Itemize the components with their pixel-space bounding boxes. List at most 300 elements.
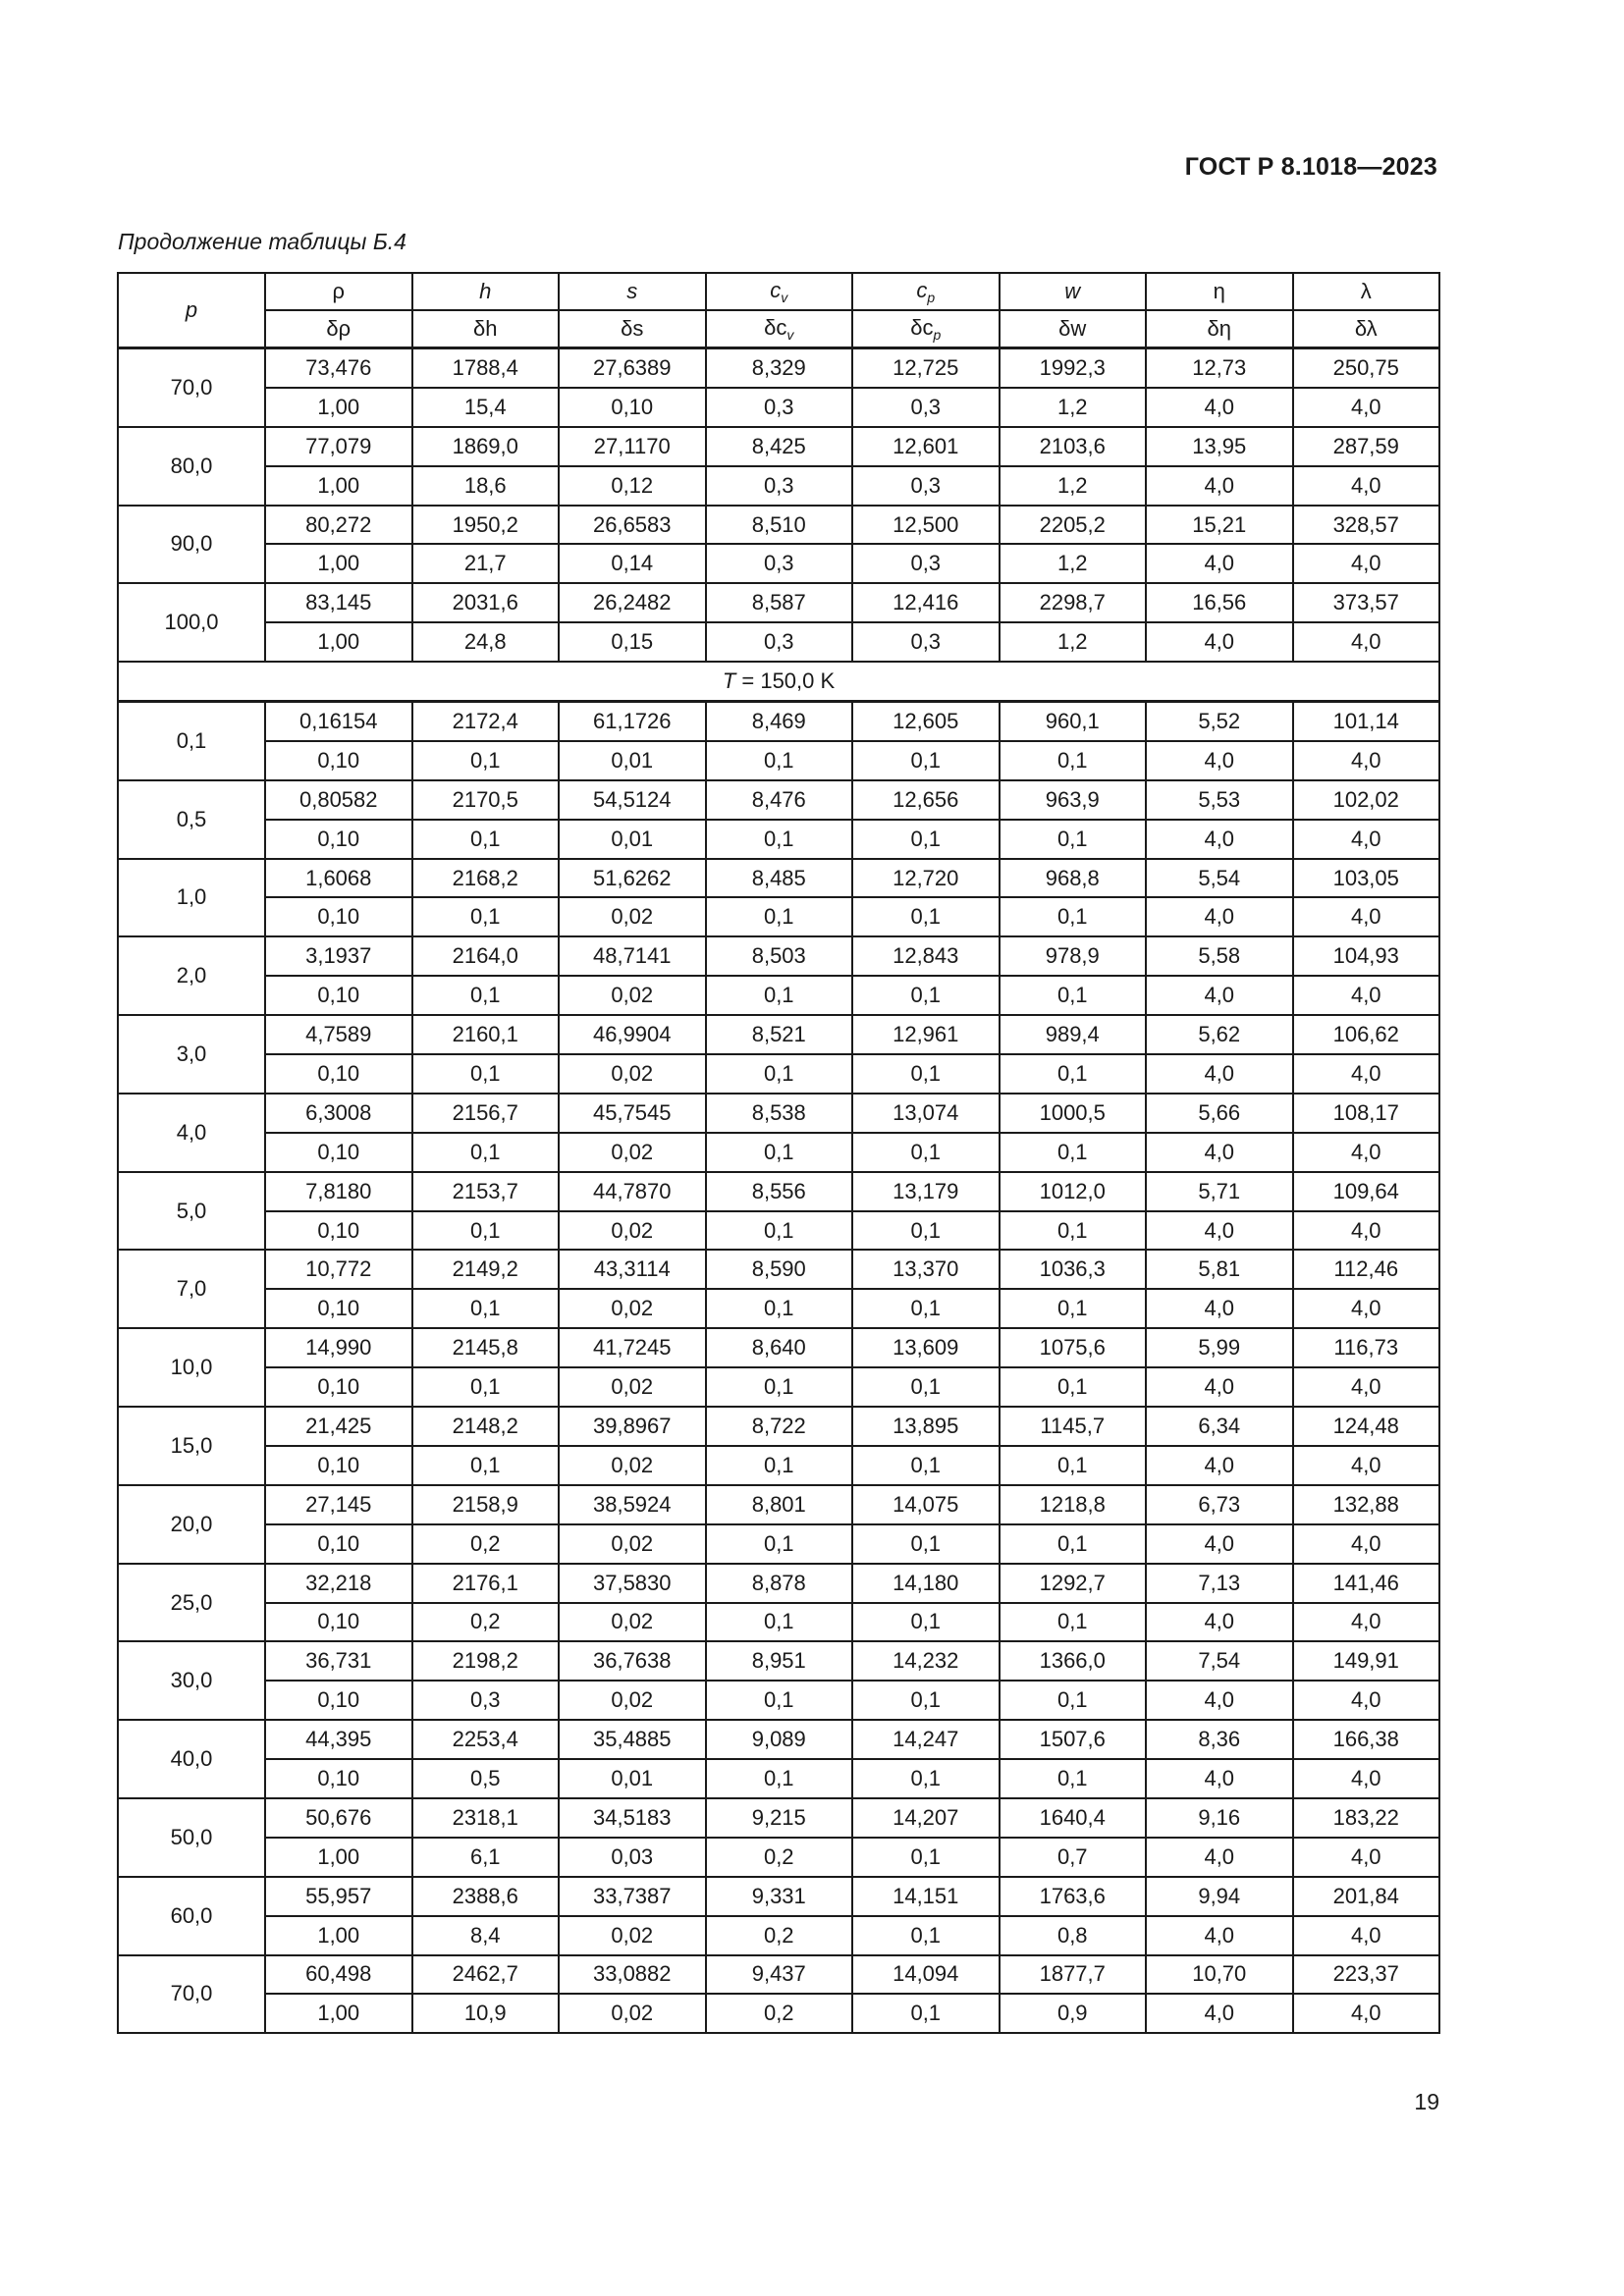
value-cell: 8,36	[1146, 1720, 1293, 1759]
uncertainty-cell: 0,1	[852, 1838, 1000, 1877]
uncertainty-cell: 0,01	[559, 820, 706, 859]
pressure-cell: 40,0	[118, 1720, 265, 1798]
value-cell: 13,179	[852, 1172, 1000, 1211]
table-row	[118, 820, 1439, 859]
value-cell: 166,38	[1293, 1720, 1440, 1759]
value-cell: 8,476	[706, 780, 853, 820]
value-cell: 5,62	[1146, 1015, 1293, 1054]
value-cell: 1366,0	[1000, 1641, 1147, 1681]
document-code: ГОСТ Р 8.1018—2023	[1184, 153, 1437, 181]
value-cell: 328,57	[1293, 506, 1440, 545]
value-cell: 5,99	[1146, 1328, 1293, 1367]
uncertainty-cell: 15,4	[412, 388, 560, 427]
uncertainty-cell: 4,0	[1146, 1759, 1293, 1798]
value-cell: 9,94	[1146, 1877, 1293, 1916]
table-row	[118, 388, 1439, 427]
value-cell: 124,48	[1293, 1407, 1440, 1446]
pressure-cell: 100,0	[118, 583, 265, 662]
uncertainty-cell: 0,1	[1000, 1603, 1147, 1642]
uncertainty-cell: 0,10	[265, 897, 412, 936]
value-cell: 2298,7	[1000, 583, 1147, 622]
value-cell: 1950,2	[412, 506, 560, 545]
value-cell: 12,500	[852, 506, 1000, 545]
uncertainty-cell: 0,3	[852, 388, 1000, 427]
uncertainty-cell: 0,10	[265, 820, 412, 859]
value-cell: 0,80582	[265, 780, 412, 820]
uncertainty-cell: 4,0	[1146, 1289, 1293, 1328]
pressure-cell: 70,0	[118, 348, 265, 427]
uncertainty-cell: 0,10	[559, 388, 706, 427]
value-cell: 14,247	[852, 1720, 1000, 1759]
uncertainty-cell: 4,0	[1146, 1133, 1293, 1172]
value-cell: 32,218	[265, 1564, 412, 1603]
value-cell: 55,957	[265, 1877, 412, 1916]
uncertainty-cell: 4,0	[1146, 1524, 1293, 1564]
value-cell: 8,587	[706, 583, 853, 622]
uncertainty-cell: 1,00	[265, 1916, 412, 1955]
uncertainty-cell: 0,1	[412, 820, 560, 859]
uncertainty-cell: 0,02	[559, 1054, 706, 1094]
table-row	[118, 936, 1439, 976]
uncertainty-cell: 0,1	[412, 1367, 560, 1407]
table-row	[118, 1603, 1439, 1642]
uncertainty-cell: 0,1	[706, 1133, 853, 1172]
value-cell: 4,7589	[265, 1015, 412, 1054]
pressure-cell: 3,0	[118, 1015, 265, 1094]
value-cell: 5,66	[1146, 1094, 1293, 1133]
uncertainty-cell: 0,1	[852, 976, 1000, 1015]
value-cell: 6,34	[1146, 1407, 1293, 1446]
value-cell: 38,5924	[559, 1485, 706, 1524]
uncertainty-cell: 0,02	[559, 976, 706, 1015]
uncertainty-cell: 0,10	[265, 1681, 412, 1720]
uncertainty-cell: 0,1	[1000, 1681, 1147, 1720]
value-cell: 287,59	[1293, 427, 1440, 466]
uncertainty-cell: 4,0	[1293, 1054, 1440, 1094]
value-cell: 43,3114	[559, 1250, 706, 1289]
value-cell: 149,91	[1293, 1641, 1440, 1681]
value-cell: 9,089	[706, 1720, 853, 1759]
uncertainty-cell: 0,10	[265, 1759, 412, 1798]
page-number: 19	[1414, 2089, 1439, 2114]
uncertainty-cell: 0,1	[1000, 1211, 1147, 1251]
pressure-cell: 60,0	[118, 1877, 265, 1955]
uncertainty-cell: 4,0	[1293, 741, 1440, 780]
value-cell: 1763,6	[1000, 1877, 1147, 1916]
table-row	[118, 1720, 1439, 1759]
value-cell: 106,62	[1293, 1015, 1440, 1054]
value-cell: 12,656	[852, 780, 1000, 820]
value-cell: 2318,1	[412, 1798, 560, 1838]
table-row	[118, 1250, 1439, 1289]
value-cell: 8,722	[706, 1407, 853, 1446]
value-cell: 3,1937	[265, 936, 412, 976]
uncertainty-cell: 1,00	[265, 544, 412, 583]
value-cell: 13,370	[852, 1250, 1000, 1289]
value-cell: 968,8	[1000, 859, 1147, 898]
table-row	[118, 859, 1439, 898]
value-cell: 1145,7	[1000, 1407, 1147, 1446]
pressure-cell: 7,0	[118, 1250, 265, 1328]
uncertainty-cell: 0,02	[559, 1211, 706, 1251]
value-cell: 978,9	[1000, 936, 1147, 976]
table-row	[118, 897, 1439, 936]
uncertainty-cell: 0,15	[559, 622, 706, 662]
uncertainty-cell: 0,1	[706, 1211, 853, 1251]
table-row	[118, 1759, 1439, 1798]
uncertainty-cell: 4,0	[1293, 820, 1440, 859]
uncertainty-cell: 0,1	[852, 1211, 1000, 1251]
value-cell: 109,64	[1293, 1172, 1440, 1211]
uncertainty-cell: 0,02	[559, 1603, 706, 1642]
value-cell: 14,180	[852, 1564, 1000, 1603]
uncertainty-cell: 4,0	[1146, 1603, 1293, 1642]
value-cell: 26,2482	[559, 583, 706, 622]
uncertainty-cell: 4,0	[1293, 1681, 1440, 1720]
value-cell: 14,990	[265, 1328, 412, 1367]
value-cell: 8,951	[706, 1641, 853, 1681]
uncertainty-cell: 4,0	[1146, 622, 1293, 662]
value-cell: 1788,4	[412, 348, 560, 388]
uncertainty-cell: 0,14	[559, 544, 706, 583]
column-header-lambda: λ	[1293, 273, 1440, 310]
uncertainty-cell: 0,02	[559, 897, 706, 936]
uncertainty-cell: 0,1	[706, 1759, 853, 1798]
column-header-delta-rho: δρ	[265, 310, 412, 348]
value-cell: 8,469	[706, 702, 853, 741]
value-cell: 1292,7	[1000, 1564, 1147, 1603]
value-cell: 6,73	[1146, 1485, 1293, 1524]
value-cell: 12,605	[852, 702, 1000, 741]
value-cell: 9,16	[1146, 1798, 1293, 1838]
column-header-delta-lambda: δλ	[1293, 310, 1440, 348]
value-cell: 14,207	[852, 1798, 1000, 1838]
value-cell: 9,437	[706, 1955, 853, 1995]
uncertainty-cell: 0,10	[265, 1133, 412, 1172]
uncertainty-cell: 0,1	[1000, 1289, 1147, 1328]
uncertainty-cell: 0,1	[706, 741, 853, 780]
value-cell: 6,3008	[265, 1094, 412, 1133]
uncertainty-cell: 4,0	[1293, 897, 1440, 936]
uncertainty-cell: 1,00	[265, 622, 412, 662]
uncertainty-cell: 0,10	[265, 741, 412, 780]
value-cell: 2176,1	[412, 1564, 560, 1603]
value-cell: 8,329	[706, 348, 853, 388]
value-cell: 5,52	[1146, 702, 1293, 741]
uncertainty-cell: 0,3	[412, 1681, 560, 1720]
pressure-cell: 2,0	[118, 936, 265, 1015]
value-cell: 1012,0	[1000, 1172, 1147, 1211]
uncertainty-cell: 0,1	[412, 1211, 560, 1251]
uncertainty-cell: 1,2	[1000, 544, 1147, 583]
value-cell: 13,074	[852, 1094, 1000, 1133]
uncertainty-cell: 4,0	[1293, 388, 1440, 427]
table-row	[118, 1524, 1439, 1564]
value-cell: 16,56	[1146, 583, 1293, 622]
uncertainty-cell: 0,1	[852, 741, 1000, 780]
value-cell: 7,13	[1146, 1564, 1293, 1603]
value-cell: 12,843	[852, 936, 1000, 976]
uncertainty-cell: 0,1	[852, 1603, 1000, 1642]
table-row	[118, 466, 1439, 506]
table-row	[118, 780, 1439, 820]
uncertainty-cell: 0,1	[706, 1289, 853, 1328]
uncertainty-cell: 0,1	[412, 1133, 560, 1172]
uncertainty-cell: 1,2	[1000, 388, 1147, 427]
uncertainty-cell: 8,4	[412, 1916, 560, 1955]
table-row	[118, 1407, 1439, 1446]
value-cell: 80,272	[265, 506, 412, 545]
value-cell: 44,7870	[559, 1172, 706, 1211]
uncertainty-cell: 0,02	[559, 1289, 706, 1328]
value-cell: 7,54	[1146, 1641, 1293, 1681]
value-cell: 33,0882	[559, 1955, 706, 1995]
value-cell: 27,6389	[559, 348, 706, 388]
value-cell: 14,151	[852, 1877, 1000, 1916]
value-cell: 1640,4	[1000, 1798, 1147, 1838]
uncertainty-cell: 0,2	[706, 1916, 853, 1955]
column-header-delta-s: δs	[559, 310, 706, 348]
value-cell: 8,510	[706, 506, 853, 545]
uncertainty-cell: 0,1	[706, 1524, 853, 1564]
pressure-cell: 10,0	[118, 1328, 265, 1407]
value-cell: 8,485	[706, 859, 853, 898]
uncertainty-cell: 0,10	[265, 1603, 412, 1642]
uncertainty-cell: 0,1	[1000, 1054, 1147, 1094]
uncertainty-cell: 0,3	[706, 622, 853, 662]
value-cell: 2158,9	[412, 1485, 560, 1524]
value-cell: 2148,2	[412, 1407, 560, 1446]
value-cell: 250,75	[1293, 348, 1440, 388]
value-cell: 44,395	[265, 1720, 412, 1759]
uncertainty-cell: 0,1	[706, 820, 853, 859]
value-cell: 2164,0	[412, 936, 560, 976]
uncertainty-cell: 4,0	[1293, 466, 1440, 506]
table-row	[118, 1172, 1439, 1211]
uncertainty-cell: 4,0	[1293, 1838, 1440, 1877]
uncertainty-cell: 0,1	[412, 741, 560, 780]
pressure-cell: 80,0	[118, 427, 265, 506]
table-row	[118, 1015, 1439, 1054]
uncertainty-cell: 4,0	[1146, 1446, 1293, 1485]
value-cell: 14,094	[852, 1955, 1000, 1995]
table-caption: Продолжение таблицы Б.4	[118, 229, 406, 254]
value-cell: 26,6583	[559, 506, 706, 545]
column-header-cv: $c_v$	[706, 273, 853, 310]
value-cell: 102,02	[1293, 780, 1440, 820]
value-cell: 8,590	[706, 1250, 853, 1289]
value-cell: 54,5124	[559, 780, 706, 820]
value-cell: 9,215	[706, 1798, 853, 1838]
uncertainty-cell: 4,0	[1293, 1133, 1440, 1172]
uncertainty-cell: 0,1	[706, 897, 853, 936]
uncertainty-cell: 0,1	[412, 976, 560, 1015]
uncertainty-cell: 0,3	[706, 466, 853, 506]
value-cell: 1036,3	[1000, 1250, 1147, 1289]
uncertainty-cell: 0,2	[706, 1838, 853, 1877]
uncertainty-cell: 0,1	[852, 1054, 1000, 1094]
value-cell: 8,538	[706, 1094, 853, 1133]
value-cell: 8,521	[706, 1015, 853, 1054]
value-cell: 51,6262	[559, 859, 706, 898]
uncertainty-cell: 6,1	[412, 1838, 560, 1877]
uncertainty-cell: 1,2	[1000, 466, 1147, 506]
value-cell: 2205,2	[1000, 506, 1147, 545]
value-cell: 5,71	[1146, 1172, 1293, 1211]
uncertainty-cell: 0,3	[852, 622, 1000, 662]
table-body	[118, 348, 1439, 2034]
uncertainty-cell: 4,0	[1146, 1367, 1293, 1407]
uncertainty-cell: 24,8	[412, 622, 560, 662]
uncertainty-cell: 4,0	[1146, 820, 1293, 859]
uncertainty-cell: 0,10	[265, 1211, 412, 1251]
value-cell: 35,4885	[559, 1720, 706, 1759]
table-row	[118, 1798, 1439, 1838]
header-row-bottom	[118, 310, 1439, 348]
value-cell: 50,676	[265, 1798, 412, 1838]
value-cell: 9,331	[706, 1877, 853, 1916]
uncertainty-cell: 0,1	[852, 1916, 1000, 1955]
value-cell: 15,21	[1146, 506, 1293, 545]
uncertainty-cell: 0,1	[706, 976, 853, 1015]
value-cell: 8,878	[706, 1564, 853, 1603]
value-cell: 2149,2	[412, 1250, 560, 1289]
table-row	[118, 1485, 1439, 1524]
uncertainty-cell: 18,6	[412, 466, 560, 506]
uncertainty-cell: 0,1	[1000, 741, 1147, 780]
uncertainty-cell: 4,0	[1146, 897, 1293, 936]
pressure-cell: 50,0	[118, 1798, 265, 1877]
column-header-delta-eta: δη	[1146, 310, 1293, 348]
uncertainty-cell: 0,1	[412, 1289, 560, 1328]
value-cell: 12,961	[852, 1015, 1000, 1054]
value-cell: 83,145	[265, 583, 412, 622]
value-cell: 963,9	[1000, 780, 1147, 820]
uncertainty-cell: 0,1	[706, 1054, 853, 1094]
uncertainty-cell: 0,02	[559, 1916, 706, 1955]
column-header-eta: η	[1146, 273, 1293, 310]
uncertainty-cell: 0,3	[852, 544, 1000, 583]
uncertainty-cell: 4,0	[1293, 1289, 1440, 1328]
uncertainty-cell: 0,9	[1000, 1994, 1147, 2033]
pressure-cell: 0,5	[118, 780, 265, 859]
value-cell: 2145,8	[412, 1328, 560, 1367]
value-cell: 201,84	[1293, 1877, 1440, 1916]
uncertainty-cell: 0,1	[706, 1681, 853, 1720]
value-cell: 13,609	[852, 1328, 1000, 1367]
uncertainty-cell: 0,1	[1000, 820, 1147, 859]
value-cell: 960,1	[1000, 702, 1147, 741]
uncertainty-cell: 0,3	[706, 544, 853, 583]
uncertainty-cell: 0,02	[559, 1133, 706, 1172]
uncertainty-cell: 0,1	[706, 1446, 853, 1485]
value-cell: 1218,8	[1000, 1485, 1147, 1524]
table-row	[118, 427, 1439, 466]
uncertainty-cell: 4,0	[1293, 1524, 1440, 1564]
table-row	[118, 1328, 1439, 1367]
value-cell: 5,53	[1146, 780, 1293, 820]
uncertainty-cell: 4,0	[1146, 741, 1293, 780]
value-cell: 116,73	[1293, 1328, 1440, 1367]
value-cell: 2153,7	[412, 1172, 560, 1211]
value-cell: 183,22	[1293, 1798, 1440, 1838]
table-row	[118, 741, 1439, 780]
value-cell: 112,46	[1293, 1250, 1440, 1289]
value-cell: 33,7387	[559, 1877, 706, 1916]
uncertainty-cell: 0,1	[1000, 1367, 1147, 1407]
uncertainty-cell: 0,1	[1000, 976, 1147, 1015]
table-row	[118, 1994, 1439, 2033]
value-cell: 10,772	[265, 1250, 412, 1289]
uncertainty-cell: 4,0	[1146, 1916, 1293, 1955]
pressure-cell: 20,0	[118, 1485, 265, 1564]
uncertainty-cell: 0,1	[852, 820, 1000, 859]
table-row	[118, 622, 1439, 662]
uncertainty-cell: 1,00	[265, 388, 412, 427]
value-cell: 21,425	[265, 1407, 412, 1446]
uncertainty-cell: 0,02	[559, 1994, 706, 2033]
column-header-s: s	[559, 273, 706, 310]
uncertainty-cell: 10,9	[412, 1994, 560, 2033]
column-header-cp: $c_p$	[852, 273, 1000, 310]
table-row	[118, 1133, 1439, 1172]
value-cell: 0,16154	[265, 702, 412, 741]
uncertainty-cell: 0,10	[265, 1367, 412, 1407]
column-header-delta-w: δw	[1000, 310, 1147, 348]
value-cell: 36,731	[265, 1641, 412, 1681]
uncertainty-cell: 0,1	[852, 1133, 1000, 1172]
uncertainty-cell: 0,1	[852, 1524, 1000, 1564]
uncertainty-cell: 0,1	[412, 1446, 560, 1485]
uncertainty-cell: 4,0	[1293, 1211, 1440, 1251]
uncertainty-cell: 0,1	[706, 1367, 853, 1407]
value-cell: 2156,7	[412, 1094, 560, 1133]
value-cell: 8,556	[706, 1172, 853, 1211]
pressure-cell: 90,0	[118, 506, 265, 584]
value-cell: 8,503	[706, 936, 853, 976]
temperature-label: T = 150,0 K	[118, 662, 1439, 701]
uncertainty-cell: 4,0	[1146, 1838, 1293, 1877]
uncertainty-cell: 0,1	[412, 1054, 560, 1094]
value-cell: 1877,7	[1000, 1955, 1147, 1995]
value-cell: 73,476	[265, 348, 412, 388]
uncertainty-cell: 0,1	[1000, 1133, 1147, 1172]
column-header-delta-cp: $\delta c_p$	[852, 310, 1000, 348]
value-cell: 5,58	[1146, 936, 1293, 976]
value-cell: 27,1170	[559, 427, 706, 466]
uncertainty-cell: 0,1	[1000, 1759, 1147, 1798]
value-cell: 132,88	[1293, 1485, 1440, 1524]
table-row	[118, 1641, 1439, 1681]
value-cell: 39,8967	[559, 1407, 706, 1446]
value-cell: 2388,6	[412, 1877, 560, 1916]
uncertainty-cell: 1,00	[265, 466, 412, 506]
uncertainty-cell: 0,2	[412, 1603, 560, 1642]
value-cell: 108,17	[1293, 1094, 1440, 1133]
value-cell: 14,075	[852, 1485, 1000, 1524]
uncertainty-cell: 0,1	[852, 1759, 1000, 1798]
temperature-row	[118, 662, 1439, 701]
value-cell: 34,5183	[559, 1798, 706, 1838]
uncertainty-cell: 0,1	[852, 1367, 1000, 1407]
table-row	[118, 544, 1439, 583]
pressure-cell: 15,0	[118, 1407, 265, 1485]
value-cell: 41,7245	[559, 1328, 706, 1367]
pressure-cell: 5,0	[118, 1172, 265, 1251]
uncertainty-cell: 4,0	[1293, 1446, 1440, 1485]
table-row	[118, 1955, 1439, 1995]
table-row	[118, 1838, 1439, 1877]
